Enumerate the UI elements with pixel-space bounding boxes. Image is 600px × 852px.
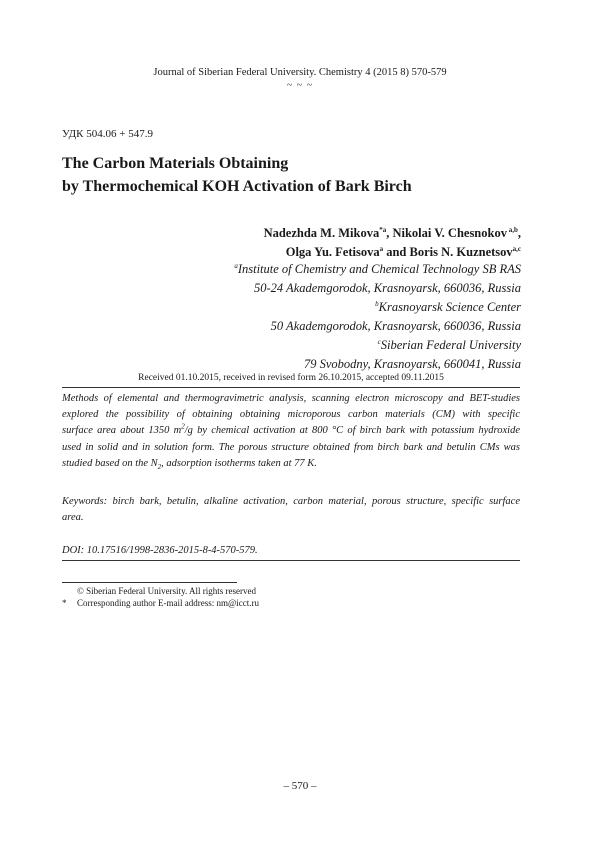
- footnote-star: *: [62, 598, 67, 608]
- journal-header: Journal of Siberian Federal University. Chemistry 4 (2015 8) 570-579: [153, 67, 447, 78]
- subscript: 2: [157, 462, 162, 471]
- received-dates: Received 01.10.2015, received in revised form 26.10.2015, accepted 09.11.2015: [138, 373, 444, 383]
- affiliation-line: [234, 260, 521, 279]
- author-separator: ,: [517, 226, 521, 240]
- footnote-text: Corresponding author E-mail address: nm@icct.ru: [77, 598, 259, 608]
- paper-title: [62, 152, 412, 198]
- author-separator: ,: [386, 226, 393, 240]
- abstract-top-rule: [62, 387, 520, 388]
- author-affil-mark: *a: [379, 225, 387, 234]
- author-conjunction: and: [383, 245, 410, 259]
- title-line-1: The Carbon Materials Obtaining: [62, 155, 289, 172]
- footnote-corresponding: [62, 598, 259, 608]
- abstract-text: , adsorption isotherms taken at 77 K.: [161, 457, 317, 469]
- keywords: [62, 494, 520, 526]
- affiliation-text: 79 Svobodny, Krasnoyarsk, 660041, Russia: [303, 357, 521, 371]
- abstract-line: used in solid and in solution form. The porous structure obtained from birch bark and betulin CMs was: [62, 441, 520, 453]
- footnote-rule: [62, 582, 237, 583]
- keywords-line: Keywords: birch bark, betulin, alkaline activation, carbon material, porous structure, specific surface: [62, 496, 520, 507]
- affiliation-mark: a: [234, 261, 238, 270]
- author-line-1: [264, 224, 521, 243]
- author-name: Nadezhda M. Mikova: [263, 226, 380, 240]
- abstract-line: [62, 456, 520, 475]
- abstract: [62, 391, 520, 475]
- title-line-2: by Thermochemical KOH Activation of Bark Birch: [62, 178, 412, 195]
- superscript: 2: [181, 422, 185, 431]
- abstract-line: [62, 423, 520, 439]
- affiliation-text: Krasnoyarsk Science Center: [378, 300, 521, 314]
- affiliation-text: Institute of Chemistry and Chemical Technology SB RAS: [237, 262, 521, 276]
- author-list: [264, 224, 521, 262]
- affiliations: [234, 260, 521, 374]
- doi: DOI: 10.17516/1998-2836-2015-8-4-570-579.: [62, 545, 258, 556]
- abstract-text: surface area about 1350 m: [62, 425, 182, 437]
- footnote-copyright: © Siberian Federal University. All rights reserved: [77, 586, 256, 596]
- author-affil-mark: a: [379, 244, 384, 253]
- udk-code: УДК 504.06 + 547.9: [62, 128, 153, 140]
- author-affil-mark: a,b: [506, 225, 518, 234]
- affiliation-mark: c: [377, 337, 381, 346]
- abstract-bottom-rule: [62, 560, 520, 561]
- header-separator: ~ ~ ~: [286, 80, 314, 91]
- affiliation-line: [234, 279, 521, 298]
- author-affil-mark: a,c: [512, 244, 521, 253]
- affiliation-line: [234, 317, 521, 336]
- keywords-line: area.: [62, 512, 84, 524]
- affiliation-text: Siberian Federal University: [380, 338, 521, 352]
- affiliation-line: [234, 336, 521, 355]
- abstract-text: studied based on the N: [62, 457, 158, 469]
- affiliation-line: [234, 355, 521, 374]
- page-number: – 570 –: [283, 780, 317, 792]
- author-name: Boris N. Kuznetsov: [409, 245, 513, 259]
- author-name: Olga Yu. Fetisova: [285, 245, 380, 259]
- abstract-line: explored the possibility of obtaining obtaining microporous carbon materials (CM) with specific: [62, 409, 520, 421]
- affiliation-text: 50-24 Akademgorodok, Krasnoyarsk, 660036, Russia: [254, 281, 521, 295]
- affiliation-mark: b: [375, 299, 379, 308]
- affiliation-line: [234, 298, 521, 317]
- author-name: Nikolai V. Chesnokov: [392, 226, 507, 240]
- abstract-line: Methods of elemental and thermogravimetric analysis, scanning electron microscopy and BET-studies: [62, 393, 520, 404]
- affiliation-text: 50 Akademgorodok, Krasnoyarsk, 660036, Russia: [270, 319, 521, 333]
- abstract-text: /g by chemical activation at 800 °C of birch bark with potassium hydroxide: [184, 425, 520, 437]
